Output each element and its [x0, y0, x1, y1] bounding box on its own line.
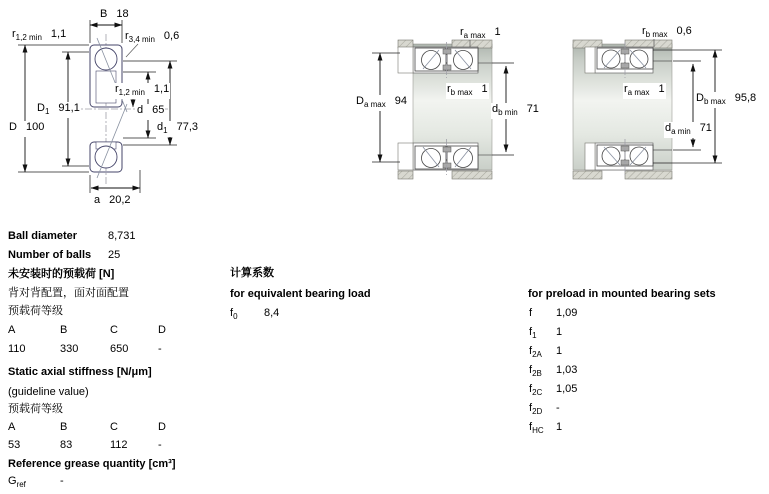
dim-ra-max-label: $r_{a max}$ 1	[460, 26, 501, 41]
stiffness-class-label: 预载荷等级	[8, 403, 63, 415]
preload-factors-title: for preload in mounted bearing sets	[528, 288, 716, 300]
dim-D1-label: $D_1$ 91,1	[37, 102, 80, 117]
preload-class-label: 预载荷等级	[8, 305, 63, 317]
mounted-set-drawing-right	[573, 39, 722, 179]
factor-row-f2C: $f_{2C}$ 1,05	[529, 383, 578, 398]
grease-label: $G_{ref}$	[8, 475, 26, 490]
ball-top	[95, 48, 117, 70]
equivalent-load-title: for equivalent bearing load	[230, 288, 371, 300]
dim-D-label: D 100	[8, 121, 45, 137]
dim-Da-max-label: $D_{a max}$ 94	[356, 95, 407, 110]
f0-row	[230, 307, 279, 323]
grease-title: Reference grease quantity [cm³]	[8, 458, 176, 470]
grease-value: -	[60, 475, 64, 487]
number-of-balls-row	[8, 249, 120, 262]
grease-row	[8, 475, 64, 491]
f0-value: 8,4	[264, 307, 280, 319]
stiffness-title: Static axial stiffness [N/μm]	[8, 366, 152, 378]
dim-a-label: a 20,2	[94, 194, 131, 206]
dim-r12-mid-label: $r_{1,2 min}$ 1,1	[115, 83, 170, 98]
ball-diameter-value: 8,731	[108, 230, 136, 242]
dim-Db-max-label: $D_{b max}$ 95,8	[696, 92, 757, 107]
number-of-balls-value: 25	[108, 249, 121, 261]
dim-B-label: B 18	[100, 8, 129, 20]
dim-db-min-label: $d_{b min}$ 71	[492, 103, 539, 118]
f0-label: $f_0$	[230, 307, 238, 322]
number-of-balls-label: Number of balls	[8, 249, 92, 261]
ball-bottom	[95, 146, 117, 168]
dim-rb-max-label: $r_{b max}$ 0,6	[642, 25, 692, 40]
calc-factors-title: 计算系数	[230, 267, 274, 279]
factor-row-f2D: $f_{2D}$ -	[529, 402, 560, 417]
factor-row-f1: $f_1$ 1	[529, 326, 563, 341]
dim-d-label: d 65	[136, 104, 165, 120]
preload-config-subtitle: 背对背配置，面对面配置	[8, 287, 129, 299]
dim-ra-max-label: $r_{a max}$ 1	[624, 83, 665, 98]
factor-row-fHC: $f_{HC}$ 1	[529, 421, 563, 436]
dim-d1-label: $d_1$ 77,3	[157, 121, 198, 136]
preload-class-header-row: A B C D	[8, 324, 166, 336]
factor-row-f: f 1,09	[529, 307, 578, 319]
factor-row-f2B: $f_{2B}$ 1,03	[529, 364, 578, 379]
stiffness-class-header-row: A B C D	[8, 421, 166, 433]
stiffness-guideline-note: (guideline value)	[8, 386, 89, 398]
dim-da-min-label: $d_{a min}$ 71	[665, 122, 712, 137]
ball-diameter-row	[8, 230, 136, 243]
preload-values-row: 110 330 650 -	[8, 343, 162, 355]
ball-diameter-label: Ball diameter	[8, 230, 78, 242]
dim-r34-label: $r_{3,4 min}$ 0,6	[125, 30, 180, 45]
dim-rb-max-label: $r_{b max}$ 1	[447, 83, 488, 98]
dim-r12-top-label: $r_{1,2 min}$ 1,1	[12, 28, 67, 43]
stiffness-values-row: 53 83 112 -	[8, 439, 162, 451]
preload-unmounted-title: 未安装时的预载荷 [N]	[8, 268, 115, 280]
factor-row-f2A: $f_{2A}$ 1	[529, 345, 563, 360]
